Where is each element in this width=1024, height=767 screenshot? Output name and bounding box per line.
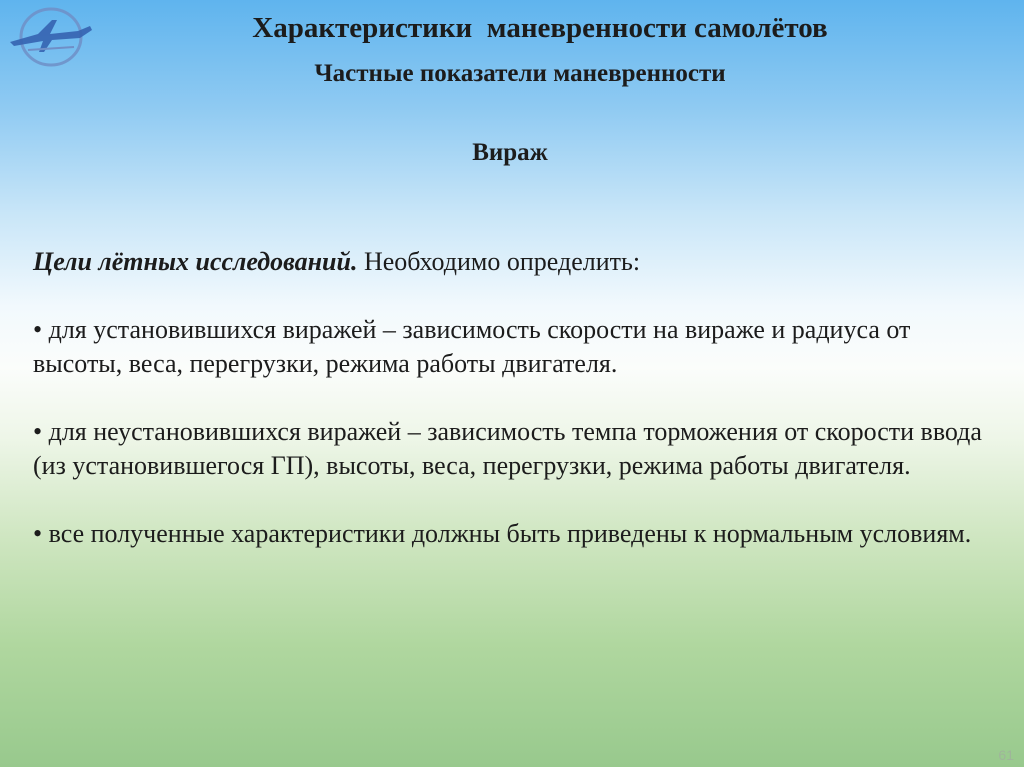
bullet-item: • для неустановившихся виражей – зависимость темпа торможения от скорости ввода (из установившегося ГП), высоты, веса, перегрузки, режима работы двигателя. (33, 417, 982, 480)
bullet-item: • все полученные характеристики должны быть приведены к нормальным условиям. (33, 519, 972, 548)
slide-subtitle: Частные показатели маневренности (314, 60, 726, 87)
lead-paragraph (33, 245, 983, 279)
lead-text: Необходимо определить: (357, 247, 641, 276)
lead-emphasis: Цели лётных исследований. (33, 247, 358, 276)
section-heading: Вираж (472, 139, 548, 166)
bullet-item: • для установившихся виражей – зависимость скорости на вираже и радиуса от высоты, веса, перегрузки, режима работы двигателя. (33, 315, 911, 378)
aircraft-emblem-icon (8, 6, 94, 68)
slide-title: Характеристики маневренности самолётов (252, 12, 828, 44)
page-number: 61 (998, 747, 1014, 763)
slide-body (33, 245, 983, 585)
